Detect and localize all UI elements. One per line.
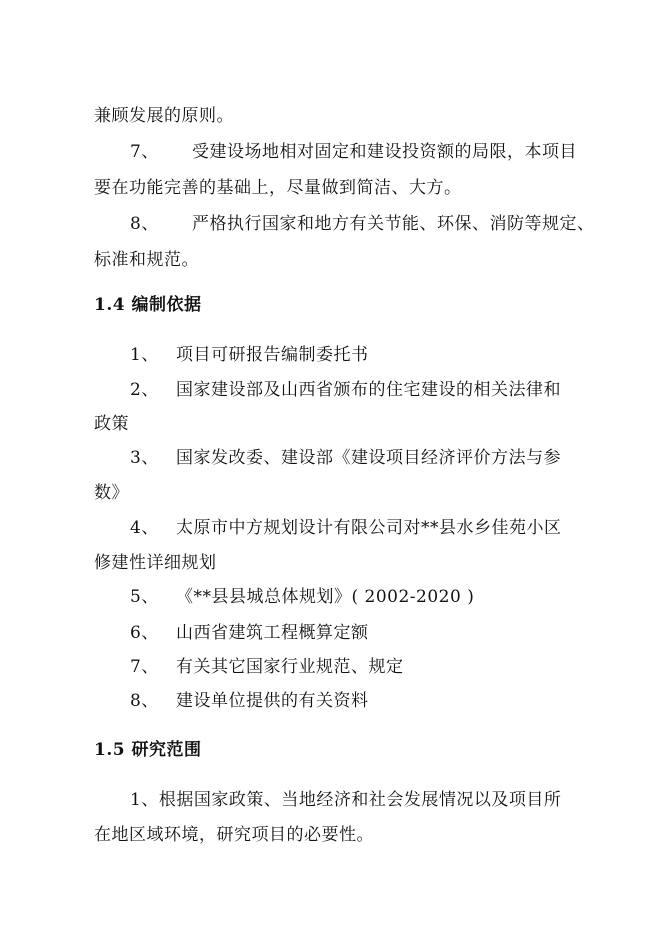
principle-item-8-cont: 标准和规范。	[94, 250, 199, 270]
item-text: 有关其它国家行业规范、规定	[176, 657, 404, 677]
item-text: 太原市中方规划设计有限公司对**县水乡佳苑小区	[176, 518, 562, 538]
basis-item-1	[130, 340, 369, 365]
item-number: 3、	[130, 448, 159, 468]
item-text: 严格执行国家和地方有关节能、环保、消防等规定、	[192, 214, 595, 234]
basis-item-2	[130, 375, 561, 400]
item-number: 7、	[130, 142, 159, 162]
principle-item-7	[130, 137, 577, 162]
item-text: 《**县县城总体规划》( 2002-2020 )	[176, 587, 475, 607]
item-number: 5、	[130, 587, 159, 607]
section-heading-1-4: 1.4 编制依据	[94, 295, 202, 315]
principle-item-8	[130, 209, 595, 234]
scope-item-1-cont: 在地区域环境，研究项目的必要性。	[94, 825, 374, 845]
basis-item-5	[130, 582, 474, 607]
section-heading-1-5: 1.5 研究范围	[94, 740, 202, 760]
basis-item-6	[130, 618, 369, 643]
item-number: 7、	[130, 657, 159, 677]
paragraph-continuation: 兼顾发展的原则。	[94, 106, 234, 126]
item-number: 2、	[130, 380, 159, 400]
item-text: 山西省建筑工程概算定额	[176, 623, 369, 643]
basis-item-4	[130, 513, 562, 538]
basis-item-8	[130, 686, 369, 711]
item-text: 建设单位提供的有关资料	[176, 691, 369, 711]
item-number: 8、	[130, 691, 159, 711]
basis-item-3-cont: 数》	[94, 483, 129, 503]
item-number: 6、	[130, 623, 159, 643]
item-number: 4、	[130, 518, 159, 538]
principle-item-7-cont: 要在功能完善的基础上，尽量做到简洁、大方。	[94, 178, 462, 198]
basis-item-7	[130, 652, 404, 677]
item-number: 8、	[130, 214, 159, 234]
item-text: 项目可研报告编制委托书	[176, 345, 369, 365]
item-text: 国家建设部及山西省颁布的住宅建设的相关法律和	[176, 380, 561, 400]
scope-item-1: 1、根据国家政策、当地经济和社会发展情况以及项目所	[130, 790, 562, 810]
item-text: 受建设场地相对固定和建设投资额的局限，本项目	[192, 142, 577, 162]
basis-item-2-cont: 政策	[94, 414, 129, 434]
basis-item-4-cont: 修建性详细规划	[94, 553, 217, 573]
item-text: 国家发改委、建设部《建设项目经济评价方法与参	[176, 448, 561, 468]
basis-item-3	[130, 443, 561, 468]
item-number: 1、	[130, 345, 159, 365]
